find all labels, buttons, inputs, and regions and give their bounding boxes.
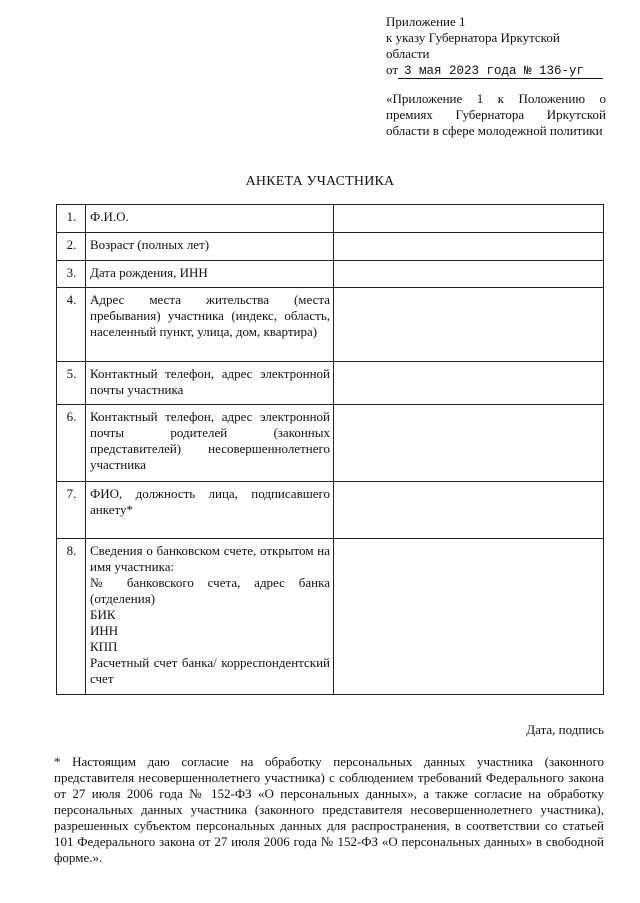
- row-value-field[interactable]: [334, 362, 604, 405]
- row-value-field[interactable]: [334, 288, 604, 362]
- appendix-regulation: «Приложение 1 к Положению о премиях Губернатора Иркутской области в сфере молодежной политики: [386, 91, 606, 138]
- consent-footnote: * Настоящим даю согласие на обработку персональных данных участника (законного представителя несовершеннолетнего участника) с соблюдением требований Федерального закона от 27 июля 2006 года № 152-ФЗ «О персональных данных», а также согласие на обработку персональных данных участника (законного представителя несовершеннолетнего участника), разрешенных субъектом персональных данных для распространения, в соответствии со статьей 101 Федерального закона от 27 июля 2006 года № 152-ФЗ «О персональных данных» в свободной форме.».: [54, 754, 604, 865]
- row-value-field[interactable]: [334, 233, 604, 261]
- table-row: [57, 539, 604, 695]
- table-row: [57, 288, 604, 362]
- appendix-header: [386, 14, 606, 79]
- row-value-field[interactable]: [334, 482, 604, 539]
- row-number: 8.: [57, 539, 86, 695]
- bank-label-line: ИНН: [90, 623, 119, 638]
- bank-label-line: № банковского счета, адрес банка (отделения): [90, 575, 330, 606]
- row-number: 7.: [57, 482, 86, 539]
- date-prefix: от: [386, 62, 399, 77]
- row-value-field[interactable]: [334, 261, 604, 288]
- table-row: [57, 261, 604, 288]
- row-label: Контактный телефон, адрес электронной почты участника: [86, 362, 334, 405]
- bank-label-line: БИК: [90, 607, 116, 622]
- row-label: Возраст (полных лет): [86, 233, 334, 261]
- table-row: [57, 362, 604, 405]
- decree-date-value: 3 мая 2023 года № 136-уг: [398, 64, 603, 79]
- decree-date-line: [386, 62, 606, 79]
- form-title: АНКЕТА УЧАСТНИКА: [245, 174, 395, 189]
- row-value-field[interactable]: [334, 405, 604, 482]
- table-row: [57, 482, 604, 539]
- row-label: ФИО, должность лица, подписавшего анкету*: [86, 482, 334, 539]
- row-number: 3.: [57, 261, 86, 288]
- row-label: Адрес места жительства (места пребывания) участника (индекс, область, населенный пункт, улица, дом, квартира): [86, 288, 334, 362]
- table-row: [57, 205, 604, 233]
- appendix-line1: Приложение 1: [386, 14, 466, 29]
- bank-label-line: Сведения о банковском счете, открытом на имя участника:: [90, 543, 330, 574]
- bank-label-line: Расчетный счет банка/ корреспондентский счет: [90, 655, 330, 686]
- row-number: 5.: [57, 362, 86, 405]
- date-signature-caption: Дата, подпись: [526, 722, 604, 737]
- table-row: [57, 233, 604, 261]
- table-row: [57, 405, 604, 482]
- row-label: Контактный телефон, адрес электронной почты родителей (законных представителей) несовершеннолетнего участника: [86, 405, 334, 482]
- row-number: 6.: [57, 405, 86, 482]
- row-value-field[interactable]: [334, 539, 604, 695]
- bank-details-label: [86, 539, 334, 695]
- row-number: 1.: [57, 205, 86, 233]
- row-value-field[interactable]: [334, 205, 604, 233]
- appendix-line2: к указу Губернатора Иркутской области: [386, 30, 560, 61]
- bank-label-line: КПП: [90, 639, 118, 654]
- row-label: Ф.И.О.: [86, 205, 334, 233]
- row-number: 2.: [57, 233, 86, 261]
- row-number: 4.: [57, 288, 86, 362]
- participant-form-table: [56, 204, 604, 695]
- row-label: Дата рождения, ИНН: [86, 261, 334, 288]
